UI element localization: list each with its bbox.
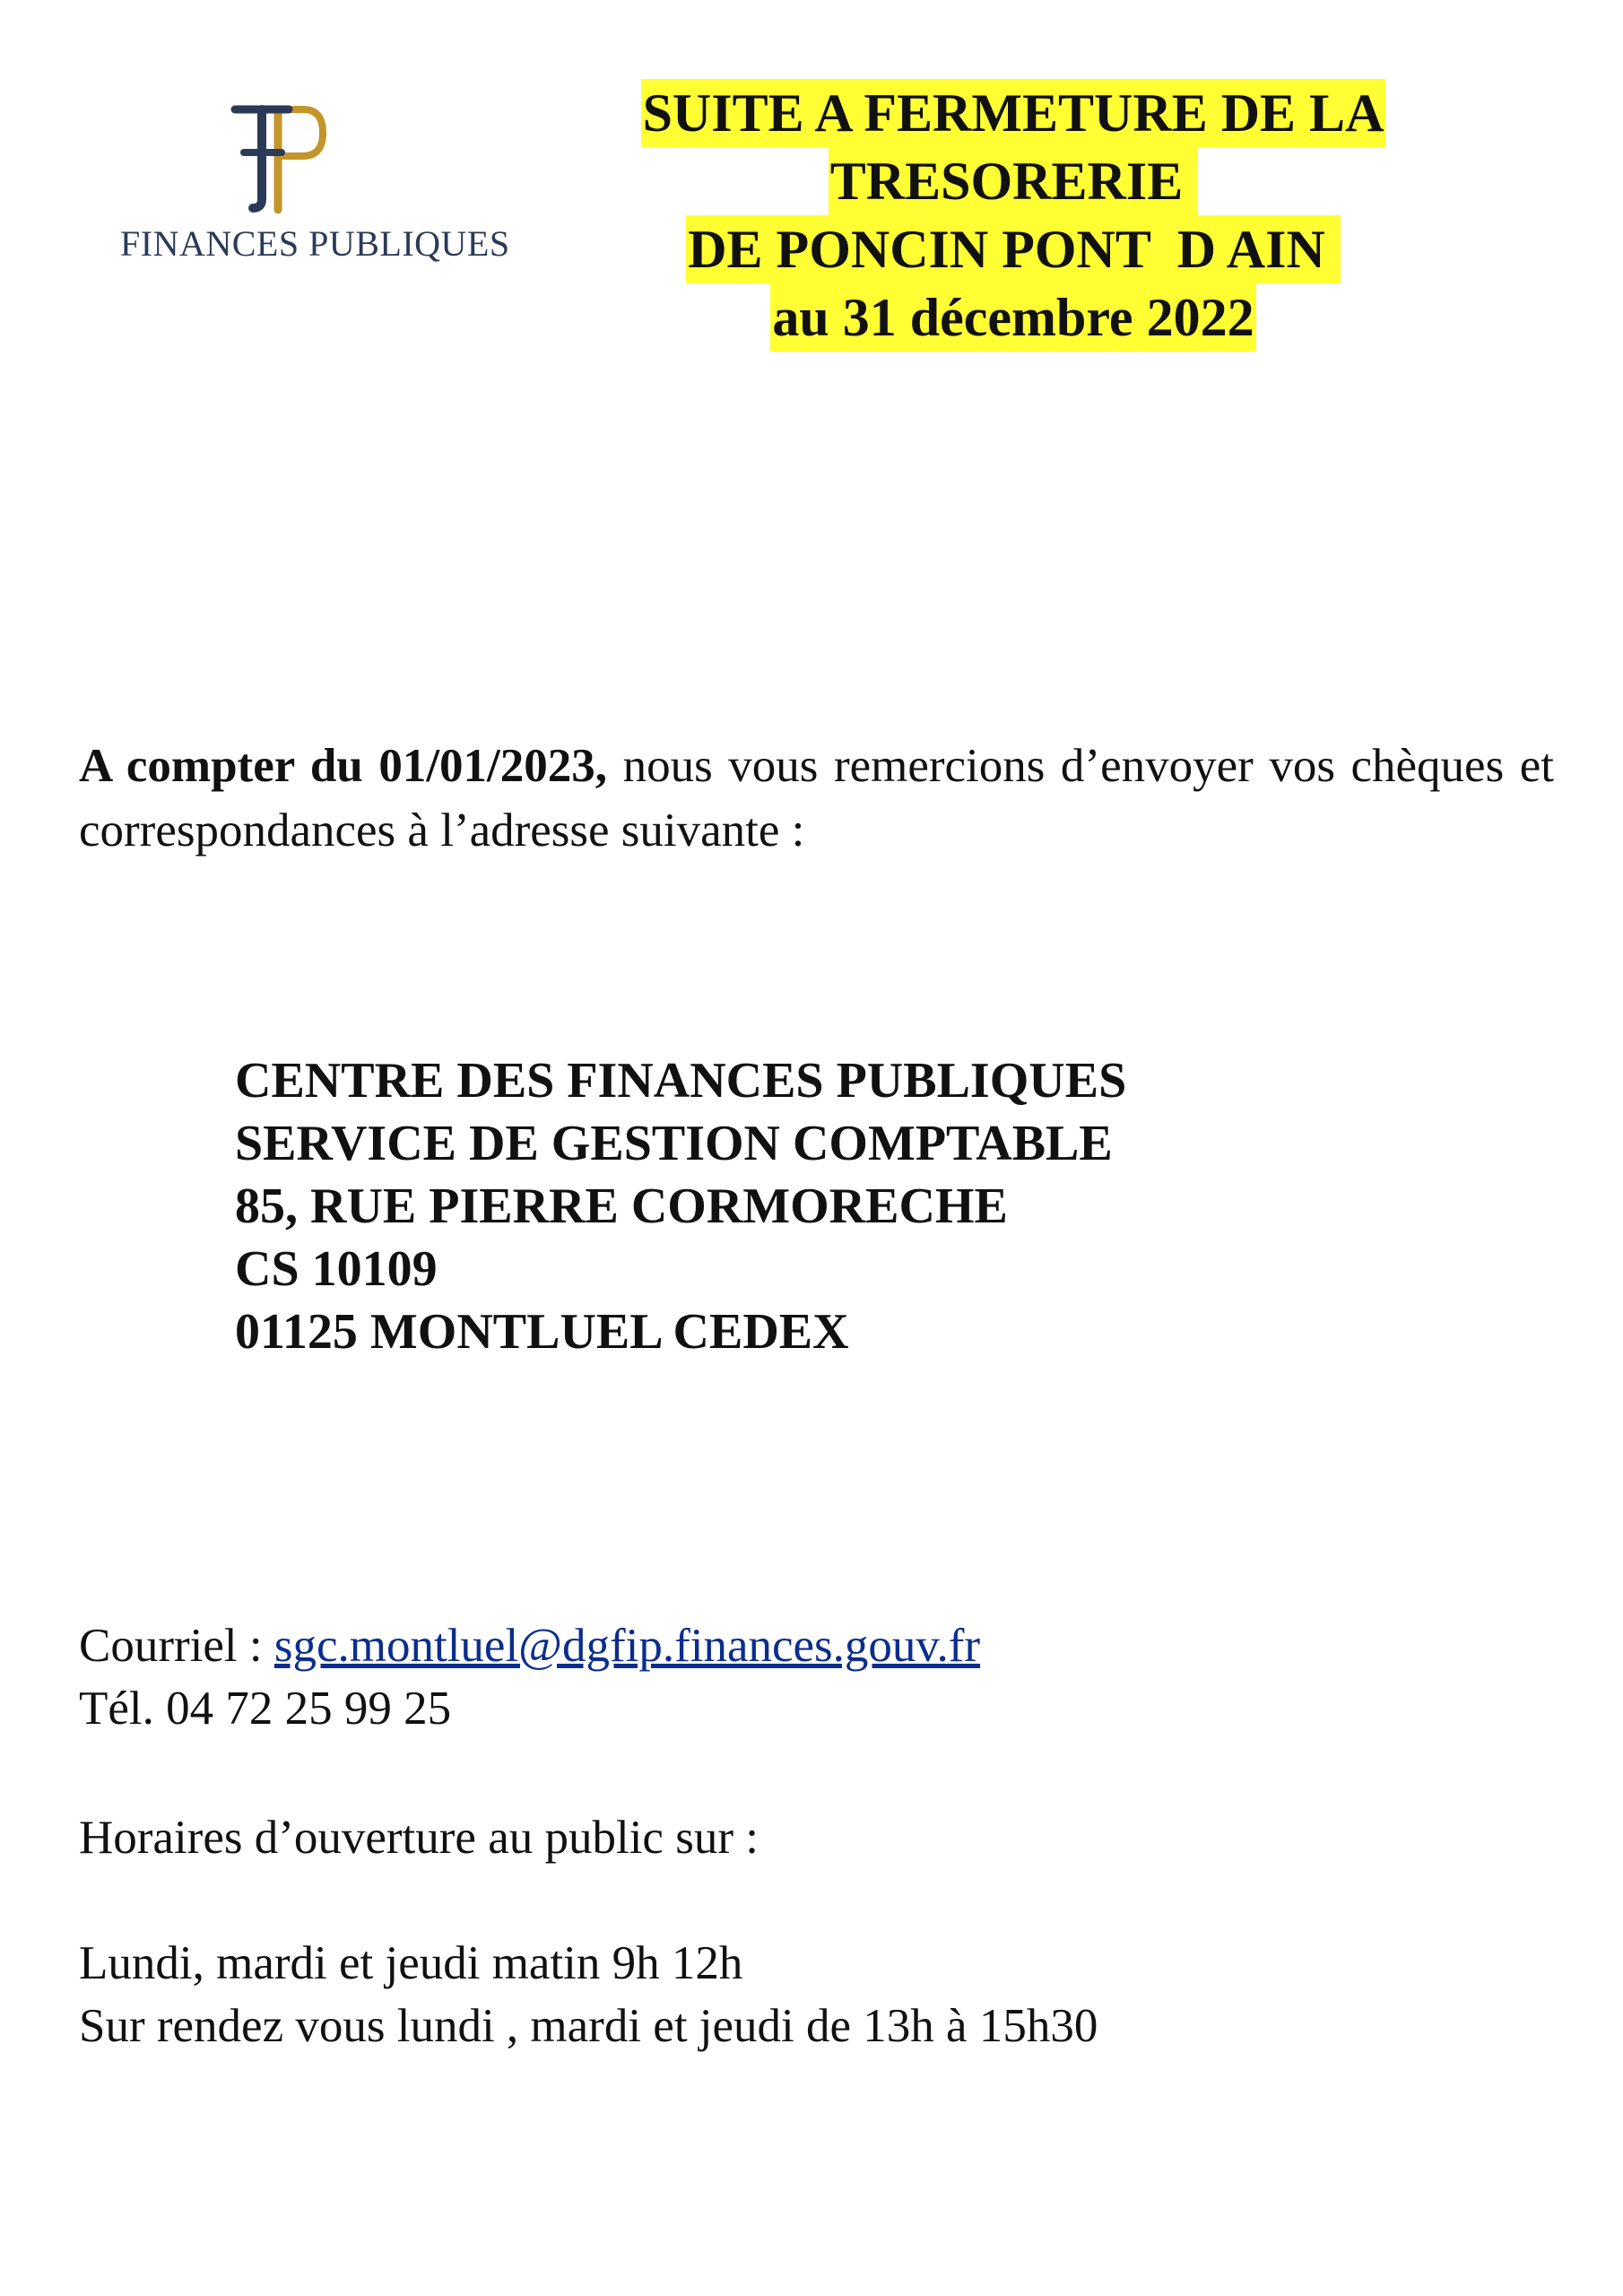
opening-hours [79,1932,1098,2057]
address-line: SERVICE DE GESTION COMPTABLE [235,1116,1113,1171]
email-row [79,1614,980,1677]
address-line: 85, RUE PIERRE CORMORECHE [235,1178,1008,1234]
postal-address [235,1049,1126,1363]
email-label: Courriel : [79,1620,274,1672]
intro-text: nous vous remercions d’envoyer vos chèques et correspondances à l’adresse suivante : [79,740,1554,857]
address-line: CS 10109 [235,1241,438,1297]
phone-number: Tél. 04 72 25 99 25 [79,1683,452,1735]
contact-block [79,1614,980,1740]
logo-text: FINANCES PUBLIQUES [120,223,510,264]
intro-paragraph [79,734,1554,863]
title-line: au 31 décembre 2022 [770,283,1255,352]
intro-date: A compter du 01/01/2023, [79,740,608,792]
title-line: SUITE A FERMETURE DE LA [641,79,1386,147]
email-link[interactable]: sgc.montluel@dgfip.finances.gouv.fr [273,1620,981,1672]
address-line: CENTRE DES FINANCES PUBLIQUES [235,1053,1127,1109]
title-line: DE PONCIN PONT D AIN [686,215,1341,283]
title-line: TRESORERIE [829,147,1198,215]
hours-line: Sur rendez vous lundi , mardi et jeudi de 13h à 15h30 [79,2000,1098,2052]
address-line: 01125 MONTLUEL CEDEX [235,1304,849,1360]
page-title [556,79,1471,352]
finances-publiques-fp-monogram-icon [222,99,330,213]
finances-publiques-logo [115,99,510,269]
opening-hours-title: Horaires d’ouverture au public sur : [79,1812,759,1864]
hours-line: Lundi, mardi et jeudi matin 9h 12h [79,1937,743,1989]
